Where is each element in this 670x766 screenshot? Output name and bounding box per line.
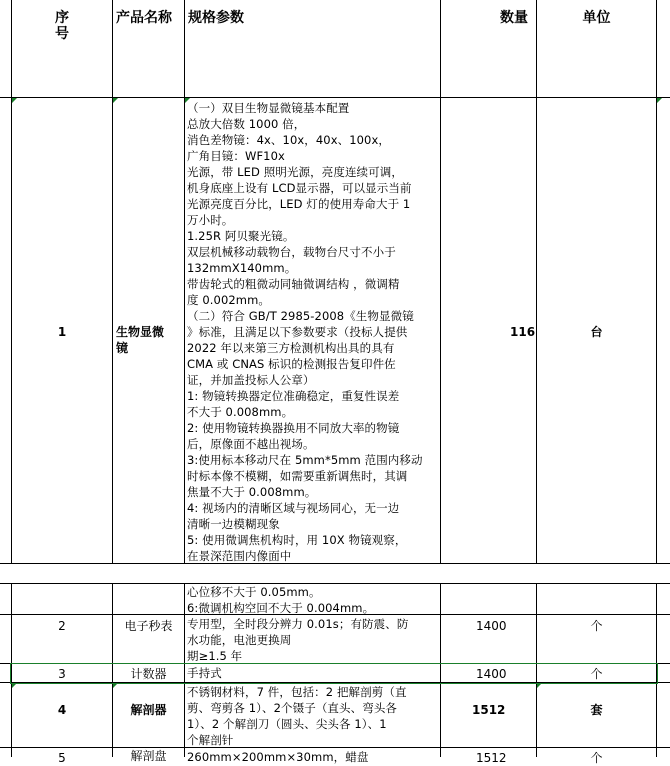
spec-line: 双层机械移动载物台，载物台尺寸不小于 — [187, 245, 396, 259]
page-break-gap — [0, 563, 670, 583]
spec-line: （二）符合 GB/T 2985-2008《生物显微镜 — [187, 309, 414, 323]
header-qty: 数量 — [500, 10, 528, 26]
header-product: 产品名称 — [116, 10, 172, 26]
row2-product[interactable]: 电子秒表 — [124, 619, 173, 633]
row1-product-line2: 镜 — [116, 341, 129, 355]
header-spec: 规格参数 — [188, 10, 244, 26]
spec-line: 带齿轮式的粗微动同轴微调结构 ，微调精 — [187, 277, 400, 291]
spec-line: 证，并加盖投标人公章） — [187, 373, 315, 387]
row4-spec[interactable] — [187, 684, 439, 748]
comment-marker — [113, 683, 118, 688]
header-unit: 单位 — [582, 10, 611, 26]
spec-line: 3:使用标本移动尺在 5mm*5mm 范围内移动 — [187, 453, 423, 467]
row5-qty[interactable]: 1512 — [476, 751, 507, 765]
grid-line — [112, 0, 113, 563]
grid-line — [656, 0, 657, 563]
row3-unit[interactable]: 个 — [590, 667, 603, 681]
spec-line: 期≥1.5 年 — [187, 649, 243, 663]
row5-spec[interactable] — [187, 749, 439, 765]
spec-line: 光源亮度百分比，LED 灯的使用寿命大于 1 — [187, 197, 411, 211]
spec-line: 1）、2 个解剖刀（圆头、尖头各 1）、1 — [187, 717, 387, 731]
spec-line: 广角目镜：WF10x — [187, 149, 285, 163]
spec-line: 1: 物镜转换器定位准确稳定，重复性误差 — [187, 389, 400, 403]
grid-line — [656, 583, 657, 757]
row1-spec[interactable] — [187, 100, 439, 564]
spec-line: （一）双目生物显微镜基本配置 — [187, 101, 350, 115]
header-seq — [12, 10, 112, 42]
spec-line: 132mmX140mm。 — [187, 261, 297, 275]
grid-line — [0, 682, 670, 683]
grid-line — [440, 583, 441, 757]
row1-seq[interactable]: 1 — [57, 325, 67, 339]
spec-line: 总放大倍数 1000 倍， — [187, 117, 306, 131]
spec-line: CMA 或 CNAS 标识的检测报告复印件佐 — [187, 357, 396, 371]
spec-line: 6:微调机构空回不大于 0.004mm。 — [187, 601, 375, 615]
row5-seq[interactable]: 5 — [58, 751, 66, 765]
header-seq-line2: 号 — [55, 26, 69, 42]
row3-product[interactable]: 计数器 — [130, 667, 167, 681]
spec-line: 时标本像不模糊，如需要重新调焦时，其调 — [187, 469, 408, 483]
row3-spec[interactable] — [187, 665, 439, 681]
spec-line: 》标准，且满足以下参数要求（投标人提供 — [187, 325, 408, 339]
spec-line: 1.25R 阿贝聚光镜。 — [187, 229, 295, 243]
spec-line: 水功能，电池更换周 — [187, 633, 292, 647]
header-seq-line1: 序 — [55, 10, 69, 26]
spec-line: 260mm×200mm×30mm，蜡盘 — [187, 750, 369, 764]
row4-qty[interactable]: 1512 — [472, 703, 506, 717]
grid-line — [440, 0, 441, 563]
spec-line: 在景深范围内像面中 — [187, 549, 292, 563]
spec-line: 后，原像面不越出视场。 — [187, 437, 315, 451]
row1-spec-continued[interactable] — [187, 584, 439, 616]
spec-line: 度 0.002mm。 — [187, 293, 270, 307]
comment-marker — [113, 98, 118, 103]
row1-qty[interactable]: 116 — [510, 325, 536, 339]
spec-line: 2022 年以来第三方检测机构出具的具有 — [187, 341, 395, 355]
grid-line — [536, 0, 537, 563]
grid-line — [0, 97, 670, 98]
spec-line: 万小时。 — [187, 213, 234, 227]
row4-product[interactable]: 解剖器 — [130, 703, 167, 717]
row2-qty[interactable]: 1400 — [476, 619, 507, 633]
row2-spec[interactable] — [187, 616, 439, 664]
row3-qty[interactable]: 1400 — [476, 667, 507, 681]
row3-seq[interactable]: 3 — [58, 667, 66, 681]
spec-line: 心位移不大于 0.05mm。 — [187, 585, 321, 599]
comment-marker — [657, 98, 662, 103]
spec-line: 消色差物镜：4x、10x，40x、100x， — [187, 133, 390, 147]
grid-line — [11, 0, 12, 563]
row5-product[interactable]: 解剖盘 — [130, 749, 167, 763]
comment-marker — [12, 683, 17, 688]
row4-unit[interactable]: 套 — [590, 703, 603, 717]
spec-line: 清晰一边模糊现象 — [187, 517, 280, 531]
comment-marker — [12, 98, 17, 103]
grid-line — [184, 0, 185, 563]
row1-product[interactable] — [116, 324, 164, 356]
grid-line — [184, 583, 185, 757]
spec-line: 焦量不大于 0.008mm。 — [187, 485, 317, 499]
spec-line: 机身底座上设有 LCD显示器，可以显示当前 — [187, 181, 412, 195]
row1-product-line1: 生物显微 — [116, 325, 165, 339]
row1-unit[interactable]: 台 — [590, 325, 603, 339]
spec-line: 剪、弯剪各 1）、2个镊子（直头、弯头各 — [187, 701, 398, 715]
row2-seq[interactable]: 2 — [58, 619, 66, 633]
row4-seq[interactable]: 4 — [57, 703, 67, 717]
spec-line: 不锈钢材料，7 件，包括：2 把解剖剪（直 — [187, 685, 407, 699]
spec-line: 手持式 — [187, 666, 222, 680]
spec-line: 光源，带 LED 照明光源，亮度连续可调， — [187, 165, 403, 179]
spec-line: 个解剖针 — [187, 733, 234, 747]
spec-line: 2: 使用物镜转换器换用不同放大率的物镜 — [187, 421, 400, 435]
spec-line: 专用型，全时段分辨力 0.01s；有防震、防 — [187, 617, 409, 631]
spec-line: 不大于 0.008mm。 — [187, 405, 294, 419]
spec-line: 4: 视场内的清晰区域与视场同心，无一边 — [187, 501, 400, 515]
spec-line: 5: 使用微调焦机构时，用 10X 物镜观察， — [187, 533, 407, 547]
row5-unit[interactable]: 个 — [590, 751, 603, 765]
row2-unit[interactable]: 个 — [590, 619, 603, 633]
comment-marker — [537, 683, 542, 688]
